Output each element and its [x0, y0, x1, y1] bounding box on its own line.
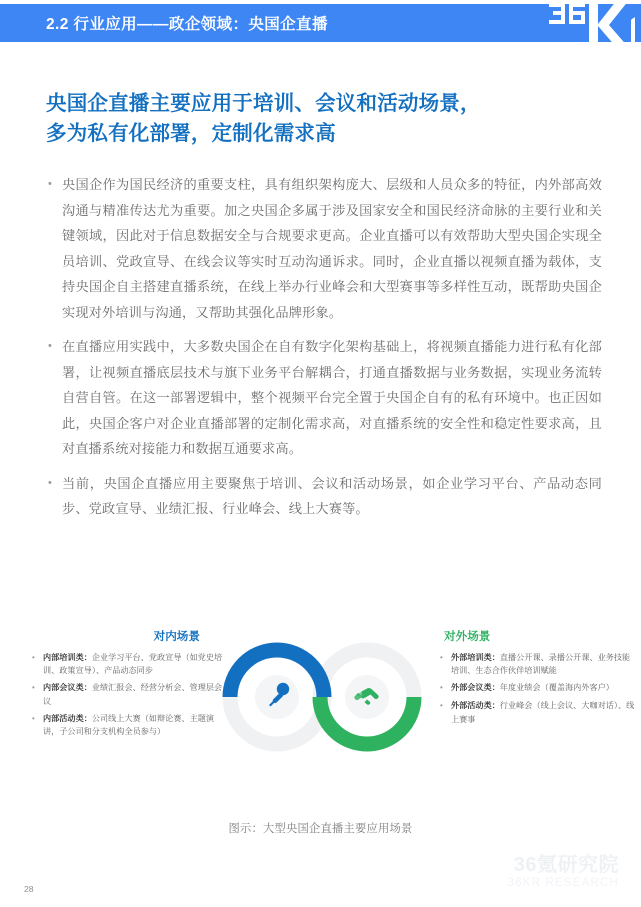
- internal-scenario-detail: 企业学习平台、党政宣导（如党史培训、政策宣导）、产品动态同步: [43, 653, 223, 676]
- internal-scenario-text: [43, 681, 228, 707]
- external-scenario-item: [440, 699, 636, 725]
- external-scenario-label: 外部培训类：: [451, 653, 500, 662]
- internal-scenario-text: [43, 712, 228, 738]
- bullet-dot-icon: •: [48, 340, 52, 352]
- internal-scenarios-heading: 对内场景: [153, 630, 200, 643]
- brand-logo-36kr: [547, 0, 635, 52]
- body-bullet-list: [46, 172, 602, 531]
- external-scenario-detail: 年度业绩会（覆盖海内外客户）: [499, 683, 614, 693]
- external-scenario-detail: 直播公开课、录播公开课、业务技能培训、生态合作伙伴培训赋能: [451, 653, 631, 676]
- bullet-dot-icon: •: [48, 476, 52, 489]
- right-ring-inner-disc: [345, 675, 389, 719]
- body-bullet-item: [46, 172, 602, 325]
- body-paragraph: 在直播应用实践中，大多数央国企在自有数字化架构基础上，将视频直播能力进行私有化部署，让视频直播底层技术与旗下业务平台解耦合，打通直播数据与业务数据，实现业务流转自营自管。在这一部署逻辑中，整个视频平台完全置于央国企自有的私有环境中。也正因如此，央国企客户对企业直播部署的定制化需求高，对直播系统的安全性和稳定性要求高，且对直播系统对接能力和数据互通要求高。: [62, 339, 602, 456]
- external-scenario-label: 外部会议类：: [451, 683, 500, 693]
- watermark: [508, 855, 619, 889]
- internal-scenarios-panel: [32, 628, 228, 742]
- internal-scenario-item: [32, 712, 228, 738]
- body-bullet-item: [46, 471, 602, 522]
- internal-scenario-detail: 业绩汇报会、经营分析会、管理层会议: [43, 683, 223, 706]
- page-title: [46, 89, 606, 149]
- external-scenarios-panel: [440, 628, 636, 730]
- external-scenario-text: [451, 681, 636, 694]
- watermark-cn: 36氪研究院: [513, 854, 619, 876]
- figure-caption: 图示：大型央国企直播主要应用场景: [228, 823, 413, 835]
- internal-scenario-detail: 公司线上大赛（如辩论赛、主题演讲，子公司和分支机构全员参与）: [43, 713, 215, 737]
- section-label: 2.2 行业应用——政企领域：央国企直播: [46, 16, 328, 33]
- bullet-dot-icon: •: [48, 178, 52, 190]
- external-scenario-text: [451, 699, 636, 725]
- external-scenario-text: [451, 651, 636, 677]
- body-paragraph: 当前，央国企直播应用主要聚焦于培训、会议和活动场景，如企业学习平台、产品动态同步、党政宣导、业绩汇报、行业峰会、线上大赛等。: [62, 475, 602, 516]
- watermark-en: 36KR RESEARCH: [507, 876, 619, 889]
- external-scenario-item: [440, 681, 636, 695]
- page-number: 28: [24, 884, 34, 894]
- page-title-line1: 央国企直播主要应用于培训、会议和活动场景，: [46, 92, 481, 115]
- internal-scenario-item: [32, 681, 228, 707]
- internal-scenario-label: 内部会议类：: [43, 683, 92, 693]
- interlocking-rings-graphic: [215, 642, 431, 792]
- bullet-dot-icon: •: [32, 653, 35, 662]
- bullet-dot-icon: •: [440, 701, 443, 711]
- internal-scenario-label: 内部活动类：: [43, 713, 92, 723]
- scenario-diagram: [0, 628, 641, 828]
- body-bullet-item: [46, 334, 602, 462]
- internal-scenario-item: [32, 651, 228, 677]
- internal-scenario-label: 内部培训类：: [43, 653, 92, 662]
- bullet-dot-icon: •: [440, 683, 443, 693]
- internal-scenario-text: [43, 651, 228, 677]
- bullet-dot-icon: •: [32, 713, 35, 723]
- external-scenario-label: 外部活动类：: [451, 701, 500, 711]
- body-paragraph: 央国企作为国民经济的重要支柱，具有组织架构庞大、层级和人员众多的特征，内外部高效沟通与精准传达尤为重要。加之央国企多属于涉及国家安全和国民经济命脉的主要行业和关键领域，因此对于信息数据安全与合规要求更高。企业直播可以有效帮助大型央国企实现全员培训、党政宣导、在线会议等实时互动沟通诉求。同时，企业直播以视频直播为载体，支持央国企自主搭建直播系统，在线上举办行业峰会和大型赛事等多样性互动，既帮助央国企实现对外培训与沟通，又帮助其强化品牌形象。: [62, 177, 602, 320]
- bullet-dot-icon: •: [32, 683, 35, 693]
- external-scenario-detail: 行业峰会（线上会议、大咖对话）、线上赛事: [451, 701, 635, 724]
- page-title-line2: 多为私有化部署，定制化需求高: [46, 122, 336, 145]
- external-scenario-item: [440, 651, 636, 677]
- external-scenarios-heading: 对外场景: [444, 630, 491, 643]
- bullet-dot-icon: •: [440, 653, 443, 662]
